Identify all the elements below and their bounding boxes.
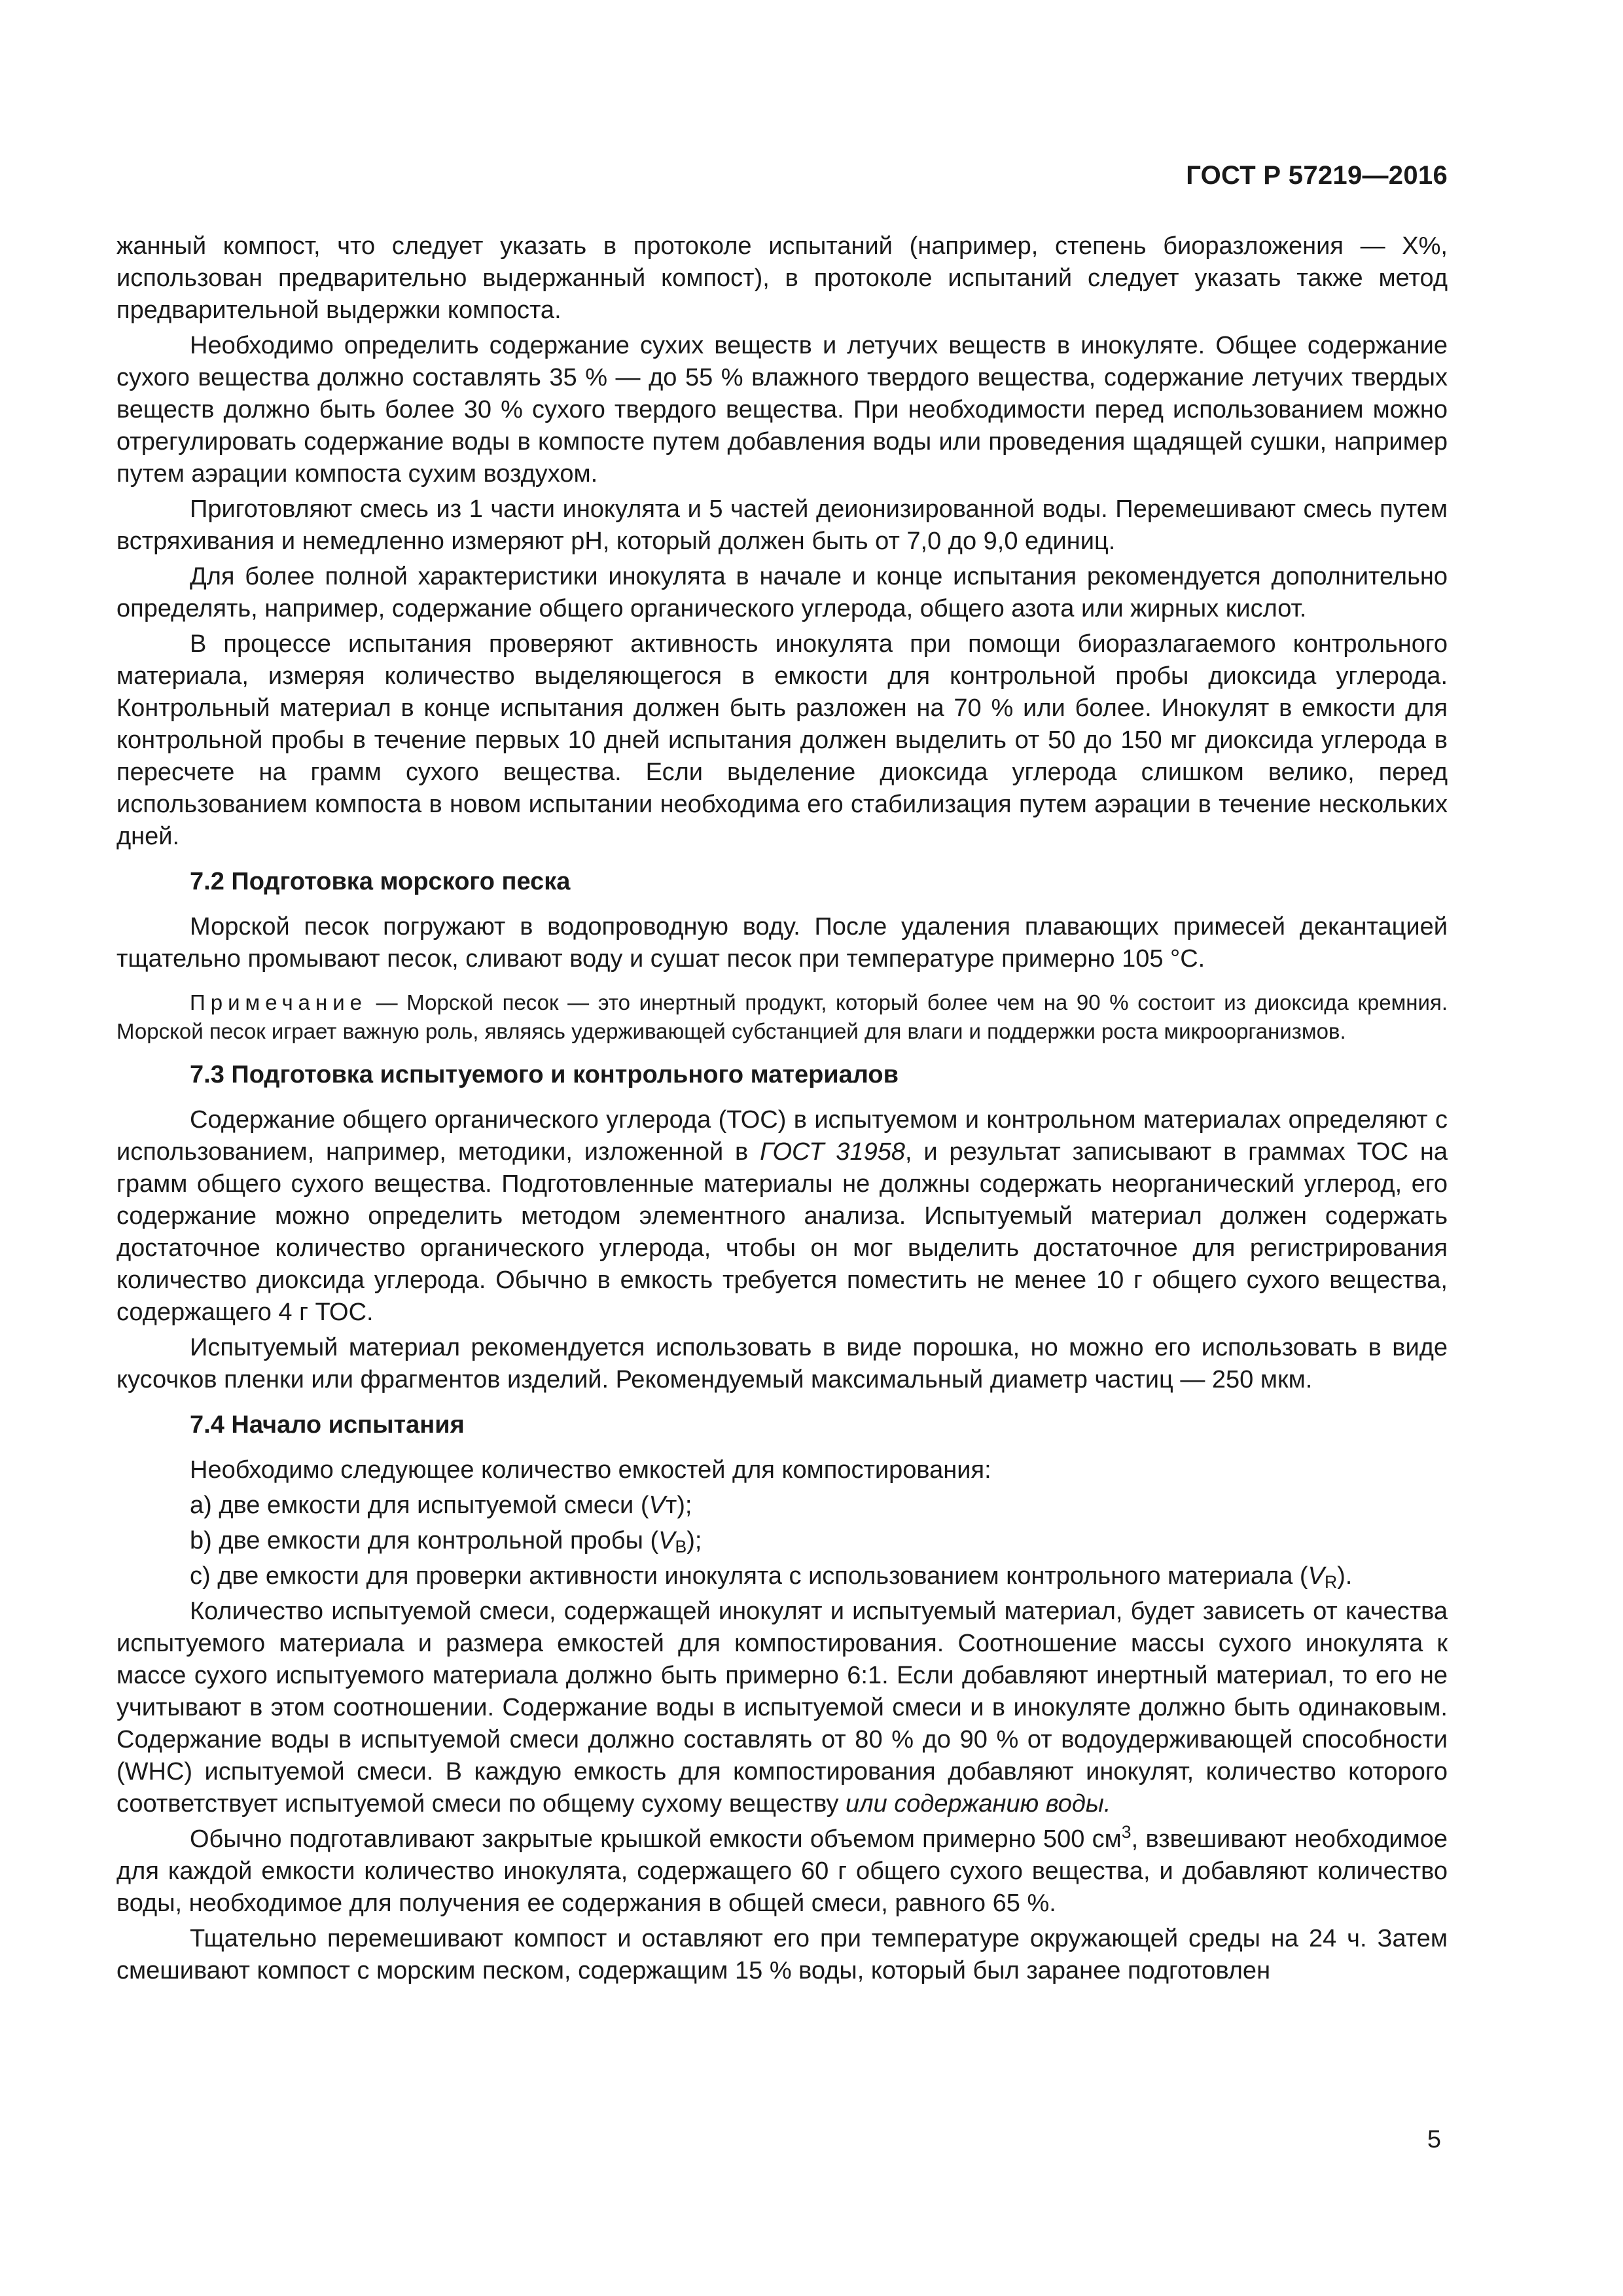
page-number: 5 [1427, 2126, 1441, 2153]
paragraph: Испытуемый материал рекомендуется использовать в виде порошка, но можно его использовать в виде кусочков пленки или фрагментов изделий. Рекомендуемый максимальный диаметр частиц — 250 мкм. [116, 1334, 1448, 1393]
text: Количество испытуемой смеси, содержащей инокулят и испытуемый материал, будет зависеть от качества испытуемого материала и размера емкостей для компостирования. Соотношение массы сухого инокулята к массе сухого испытуемого материала должно быть примерно 6:1. Если добавляют инертный материал, то его не учитывают в этом соотношении. Содержание воды в испытуемой смеси и в инокуляте должно быть одинаковым. Содержание воды в испытуемой смеси должно составлять от 80 % до 90 % от водоудерживающей способности (WHC) испытуемой смеси. В каждую емкость для компостирования добавляют инокулят, количество которого соответствует испытуемой смеси по общему сухому веществу [116, 1598, 1448, 1818]
text: Обычно подготавливают закрытые крышкой емкости объемом примерно 500 см [190, 1825, 1122, 1853]
paragraph [116, 1823, 1448, 1920]
paragraph: Для более полной характеристики инокулята в начале и конце испытания рекомендуется дополнительно определять, например, содержание общего органического углерода, общего азота или жирных кислот. [116, 563, 1448, 622]
note-text: — Морской песок — это инертный продукт, который более чем на 90 % состоит из диоксида кремния. Морской песок играет важную роль, являясь удерживающей субстанцией для влаги и поддержки роста микроорганизмов. [116, 990, 1448, 1043]
paragraph: жанный компост, что следует указать в протоколе испытаний (например, степень биоразложения — X%, использован предварительно выдержанный компост), в протоколе испытаний следует указать также метод предварительной выдержки компоста. [116, 232, 1448, 324]
paragraph: Необходимо определить содержание сухих веществ и летучих веществ в инокуляте. Общее содержание сухого вещества должно составлять 35 % — до 55 % влажного твердого вещества, содержание летучих твердых веществ должно быть более 30 % сухого твердого вещества. При необходимости перед использованием можно отрегулировать содержание воды в компосте путем добавления воды или проведения щадящей сушки, например путем аэрации компоста сухим воздухом. [116, 332, 1448, 488]
text: ); [677, 1492, 692, 1519]
paragraph: В процессе испытания проверяют активность инокулята при помощи биоразлагаемого контрольного материала, измеряя количество выделяющегося в емкости для контрольной пробы диоксида углерода. Контрольный материал в конце испытания должен быть разложен на 70 % или более. Инокулят в емкости для контрольной пробы в течение первых 10 дней испытания должен выделить от 50 до 150 мг диоксида углерода в пересчете на грамм сухого вещества. Если выделение диоксида углерода слишком велико, перед использованием компоста в новом испытании необходима его стабилизация путем аэрации в течение нескольких дней. [116, 630, 1448, 850]
document-header: ГОСТ Р 57219—2016 [1186, 161, 1448, 190]
section-heading-7-3: 7.3 Подготовка испытуемого и контрольного материалов [190, 1061, 899, 1088]
section-heading-7-4: 7.4 Начало испытания [190, 1411, 465, 1439]
text: ). [1337, 1562, 1353, 1590]
emphasis: или содержанию воды. [846, 1790, 1111, 1818]
page-content [116, 230, 1448, 1990]
variable-subscript: R [1324, 1572, 1338, 1592]
variable: V [658, 1527, 675, 1554]
text: b) две емкости для контрольной пробы ( [190, 1527, 659, 1554]
paragraph: Приготовляют смесь из 1 части инокулята и 5 частей деионизированной воды. Перемешивают смесь путем встряхивания и немедленно измеряют pH, который должен быть от 7,0 до 9,0 единиц. [116, 495, 1448, 555]
paragraph [116, 1596, 1448, 1820]
text: ); [687, 1527, 702, 1554]
variable: V [649, 1492, 666, 1519]
text: a) две емкости для испытуемой смеси ( [190, 1492, 649, 1519]
text: c) две емкости для проверки активности инокулята с использованием контрольного материала ( [190, 1562, 1308, 1590]
paragraph [116, 1104, 1448, 1329]
variable-subscript: B [675, 1537, 687, 1556]
note [116, 988, 1448, 1046]
superscript: 3 [1121, 1822, 1132, 1842]
standard-reference: ГОСТ 31958 [760, 1138, 905, 1166]
section-heading-7-2: 7.2 Подготовка морского песка [190, 868, 571, 895]
list-item [116, 1560, 1448, 1592]
note-label: Примечание [190, 990, 368, 1014]
text: , и результат записывают в граммах ТОС на грамм общего сухого вещества. Подготовленные материалы не должны содержать неорганический углерод, его содержание можно определить методом элементного анализа. Испытуемый материал должен содержать достаточное количество органического углерода, чтобы он мог выделить достаточное для регистрирования количество диоксида углерода. Обычно в емкость требуется поместить не менее 10 г общего сухого вещества, содержащего 4 г ТОС. [116, 1138, 1448, 1326]
variable-subscript: т [665, 1492, 677, 1519]
variable: V [1308, 1562, 1325, 1590]
paragraph: Необходимо следующее количество емкостей для компостирования: [190, 1456, 991, 1484]
paragraph: Тщательно перемешивают компост и оставляют его при температуре окружающей среды на 24 ч. Затем смешивают компост с морским песком, содержащим 15 % воды, который был заранее подготовлен [116, 1925, 1448, 1984]
list-item [116, 1525, 1448, 1557]
text: , взвешивают необходимое для каждой емкости количество инокулята, содержащего 60 г общего сухого вещества, и добавляют количество воды, необходимое для получения ее содержания в общей смеси, равного 65 %. [116, 1825, 1448, 1917]
list-item [116, 1490, 1448, 1522]
text: Содержание общего органического углерода (ТОС) в испытуемом и контрольном материалах определяют с использованием, например, методики, изложенной в [116, 1106, 1448, 1166]
paragraph: Морской песок погружают в водопроводную воду. После удаления плавающих примесей декантацией тщательно промывают песок, сливают воду и сушат песок при температуре примерно 105 °С. [116, 913, 1448, 973]
